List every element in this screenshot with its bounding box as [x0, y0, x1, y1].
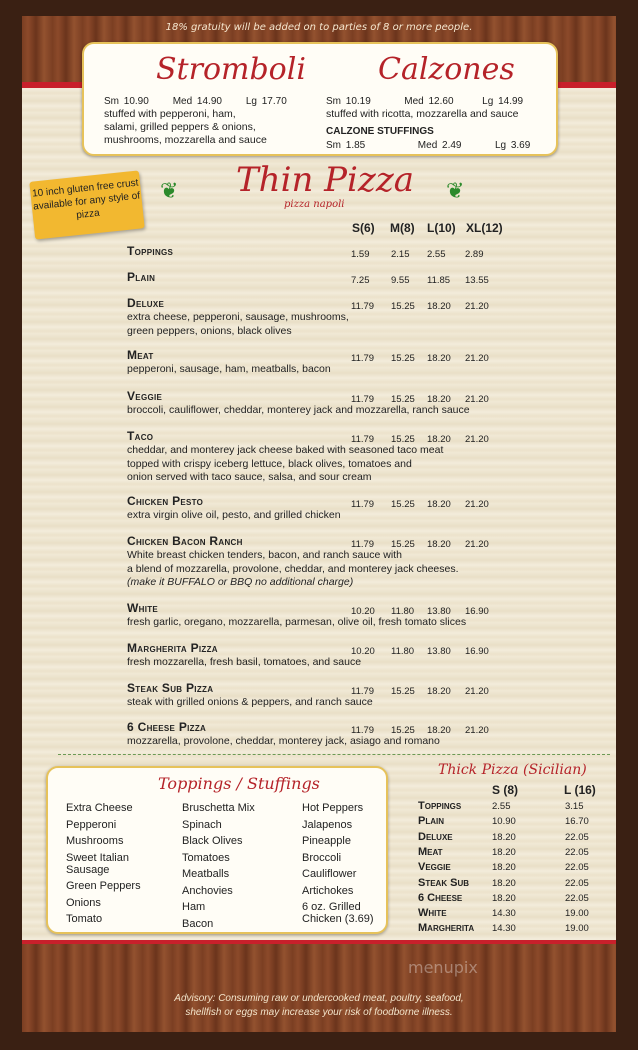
thick-pizza-price: 22.05	[565, 892, 589, 904]
pizza-price: 21.20	[465, 301, 489, 312]
pizza-name: 6 Cheese Pizza	[127, 720, 207, 734]
pizza-description-line: topped with crispy iceberg lettuce, black olives, tomatoes and	[127, 457, 412, 470]
stromboli-desc: stuffed with pepperoni, ham, salami, grilled peppers & onions, mushrooms, mozzarella and sauce	[104, 108, 267, 146]
pizza-price: 18.20	[427, 394, 451, 405]
topping-item: Mushrooms	[66, 835, 124, 847]
calzones-desc: stuffed with ricotta, mozzarella and sauce	[326, 108, 519, 120]
pizza-price: 21.20	[465, 434, 489, 445]
topping-item: Artichokes	[302, 885, 354, 897]
pizza-name: Meat	[127, 348, 154, 362]
pizza-price: 15.25	[391, 499, 415, 510]
thick-pizza-price: 22.05	[565, 846, 589, 858]
pizza-price: 16.90	[465, 606, 489, 617]
pizza-description-line: green peppers, onions, black olives	[127, 324, 292, 337]
thick-pizza-price: 14.30	[492, 923, 516, 935]
section-divider	[58, 754, 610, 755]
pizza-description	[127, 549, 527, 590]
topping-item: Spinach	[182, 819, 222, 831]
pizza-description	[127, 696, 527, 710]
thick-pizza-price: 22.05	[565, 831, 589, 843]
pizza-name: Steak Sub Pizza	[127, 681, 214, 695]
pizza-price: 10.20	[351, 606, 375, 617]
food-advisory: Advisory: Consuming raw or undercooked meat, poultry, seafood, shellfish or eggs may increase your risk of foodborne illness.	[174, 993, 464, 1018]
thick-pizza-price: 16.70	[565, 816, 589, 828]
pizza-price: 13.80	[427, 606, 451, 617]
pizza-description	[127, 404, 527, 418]
topping-item: Extra Cheese	[66, 802, 133, 814]
pizza-price: 15.25	[391, 353, 415, 364]
pizza-price: 21.20	[465, 499, 489, 510]
pizza-description-line: cheddar, and monterey jack cheese baked with seasoned taco meat	[127, 444, 444, 456]
pizza-description	[127, 656, 527, 670]
pizza-price: 13.80	[427, 646, 451, 657]
gratuity-notice: 18% gratuity will be added on to parties of 8 or more people.	[165, 22, 473, 33]
pizza-price: 18.20	[427, 353, 451, 364]
pizza-price: 18.20	[427, 434, 451, 445]
topping-item: Tomato	[66, 913, 103, 925]
toppings-title: Toppings / Stuffings	[158, 774, 320, 793]
thick-pizza-name: Margherita	[418, 922, 475, 935]
pizza-price: 11.79	[351, 725, 375, 736]
pizza-price: 15.25	[391, 301, 415, 312]
calzone-stuffings-label: CALZONE STUFFINGS	[326, 126, 434, 137]
pizza-description	[127, 363, 527, 377]
pizza-description-line: pepperoni, sausage, ham, meatballs, bacon	[127, 363, 331, 375]
pizza-price: 11.79	[351, 301, 375, 312]
pizza-price: 1.59	[351, 249, 370, 260]
thick-pizza-price: 19.00	[565, 923, 589, 935]
basil-leaf-icon: ❦	[160, 178, 179, 203]
pizza-price: 11.79	[351, 394, 375, 405]
pizza-price: 9.55	[391, 275, 410, 286]
pizza-price: 21.20	[465, 539, 489, 550]
pizza-name: Veggie	[127, 389, 163, 403]
pizza-description	[127, 616, 527, 630]
thin-pizza-subtitle: pizza napoli	[284, 199, 345, 210]
pizza-price: 11.80	[391, 606, 415, 617]
pizza-price: 2.55	[427, 249, 446, 260]
topping-item: Pineapple	[302, 835, 351, 847]
pizza-description	[127, 311, 527, 338]
calzones-prices: Sm 10.19 Med 12.60 Lg 14.99	[326, 96, 524, 107]
pizza-price: 2.15	[391, 249, 410, 260]
thick-pizza-name: Toppings	[418, 800, 462, 812]
thin-pizza-title: Thin Pizza	[236, 160, 415, 200]
topping-item: Bacon	[182, 918, 214, 930]
topping-item: Onions	[66, 897, 101, 909]
thick-pizza-name: Meat	[418, 845, 443, 858]
stromboli-title: Stromboli	[156, 52, 306, 87]
thick-pizza-name: 6 Cheese	[418, 891, 463, 904]
thick-pizza-price: 18.20	[492, 877, 516, 889]
pizza-name: Toppings	[127, 244, 174, 258]
pizza-description-line: fresh garlic, oregano, mozzarella, parmesan, olive oil, fresh tomato slices	[127, 616, 467, 628]
pizza-price: 15.25	[391, 539, 415, 550]
thick-pizza-price: 2.55	[492, 801, 511, 812]
thick-pizza-price: 18.20	[492, 831, 516, 843]
watermark: menupix	[408, 958, 478, 977]
thick-pizza-price: 10.90	[492, 816, 516, 828]
topping-item: Anchovies	[182, 885, 233, 897]
pizza-description-line: broccoli, cauliflower, cheddar, monterey jack and mozzarella, ranch sauce	[127, 404, 470, 416]
pizza-description-line: steak with grilled onions & peppers, and ranch sauce	[127, 696, 373, 708]
size-header: L(10)	[427, 221, 456, 235]
stromboli-prices: Sm 10.90 Med 14.90 Lg 17.70	[104, 96, 287, 107]
topping-item: Ham	[182, 901, 206, 913]
topping-item: Meatballs	[182, 868, 230, 880]
thick-pizza-name: Plain	[418, 815, 445, 828]
toppings-card	[46, 766, 388, 934]
basil-leaf-icon: ❦	[446, 178, 465, 203]
size-header: M(8)	[390, 221, 415, 235]
pizza-name: Taco	[127, 429, 154, 443]
pizza-price: 18.20	[427, 301, 451, 312]
pizza-description-line: extra cheese, pepperoni, sausage, mushrooms,	[127, 311, 349, 323]
pizza-price: 11.80	[391, 646, 415, 657]
topping-item: 6 oz. Grilled Chicken (3.69)	[302, 901, 374, 925]
pizza-price: 10.20	[351, 646, 375, 657]
thick-pizza-price: 22.05	[565, 862, 589, 874]
pizza-note: (make it BUFFALO or BBQ no additional charge)	[127, 576, 354, 588]
thick-pizza-price: 22.05	[565, 877, 589, 889]
pizza-description-line: fresh mozzarella, fresh basil, tomatoes, and sauce	[127, 656, 362, 668]
pizza-price: 15.25	[391, 686, 415, 697]
thick-pizza-name: Steak Sub	[418, 876, 470, 889]
thick-pizza-price: 18.20	[492, 846, 516, 858]
pizza-price: 21.20	[465, 353, 489, 364]
pizza-name: Chicken Pesto	[127, 494, 204, 508]
thick-pizza-title: Thick Pizza (Sicilian)	[438, 762, 587, 778]
pizza-description-line: extra virgin olive oil, pesto, and grilled chicken	[127, 509, 341, 521]
thick-pizza-price: 18.20	[492, 892, 516, 904]
pizza-description-line: onion served with taco sauce, salsa, and sour cream	[127, 471, 372, 483]
pizza-description-line: mozzarella, provolone, cheddar, monterey jack, asiago and romano	[127, 735, 440, 747]
topping-item: Green Peppers	[66, 880, 141, 892]
thick-pizza-price: 14.30	[492, 908, 516, 920]
pizza-price: 21.20	[465, 725, 489, 736]
pizza-price: 15.25	[391, 434, 415, 445]
thick-pizza-price: 18.20	[492, 862, 516, 874]
size-header: XL(12)	[466, 221, 503, 235]
topping-item: Bruschetta Mix	[182, 802, 255, 814]
pizza-price: 13.55	[465, 275, 489, 286]
topping-item: Black Olives	[182, 835, 243, 847]
pizza-price: 21.20	[465, 686, 489, 697]
thick-pizza-price: 19.00	[565, 908, 589, 920]
pizza-price: 11.79	[351, 686, 375, 697]
pizza-name: White	[127, 601, 159, 615]
thick-pizza-name: White	[418, 907, 447, 920]
pizza-name: Plain	[127, 270, 156, 284]
thick-size-header: S (8)	[492, 783, 519, 797]
pizza-price: 11.79	[351, 499, 375, 510]
pizza-name: Deluxe	[127, 296, 165, 310]
pizza-description-line: a blend of mozzarella, provolone, cheddar, and monterey jack cheeses.	[127, 562, 459, 575]
pizza-description	[127, 444, 527, 485]
pizza-price: 18.20	[427, 725, 451, 736]
thick-size-header: L (16)	[564, 783, 596, 797]
pizza-price: 11.79	[351, 353, 375, 364]
pizza-price: 15.25	[391, 394, 415, 405]
topping-item: Tomatoes	[182, 852, 230, 864]
thick-pizza-price: 3.15	[565, 801, 584, 812]
topping-item: Jalapenos	[302, 819, 353, 831]
pizza-price: 11.79	[351, 434, 375, 445]
pizza-price: 18.20	[427, 539, 451, 550]
calzone-stuffings-prices: Sm 1.85 Med 2.49 Lg 3.69	[326, 140, 531, 151]
pizza-name: Margherita Pizza	[127, 641, 218, 655]
pizza-price: 11.79	[351, 539, 375, 550]
thick-pizza-name: Deluxe	[418, 830, 453, 843]
calzones-title: Calzones	[378, 52, 515, 87]
size-header: S(6)	[352, 221, 375, 235]
topping-item: Cauliflower	[302, 868, 357, 880]
pizza-price: 18.20	[427, 686, 451, 697]
pizza-description	[127, 509, 527, 523]
pizza-price: 2.89	[465, 249, 484, 260]
pizza-price: 16.90	[465, 646, 489, 657]
topping-item: Sweet Italian Sausage	[66, 852, 129, 876]
pizza-name: Chicken Bacon Ranch	[127, 534, 243, 548]
thick-pizza-name: Veggie	[418, 861, 451, 874]
gluten-free-badge: 10 inch gluten free crust available for any style of pizza	[29, 170, 144, 239]
pizza-price: 11.85	[427, 275, 451, 286]
pizza-description	[127, 735, 527, 749]
topping-item: Broccoli	[302, 852, 342, 864]
stromboli-calzones-card	[82, 42, 558, 156]
pizza-price: 21.20	[465, 394, 489, 405]
topping-item: Pepperoni	[66, 819, 117, 831]
topping-item: Hot Peppers	[302, 802, 364, 814]
pizza-price: 15.25	[391, 725, 415, 736]
pizza-description-line: White breast chicken tenders, bacon, and ranch sauce with	[127, 549, 402, 561]
pizza-price: 7.25	[351, 275, 370, 286]
pizza-price: 18.20	[427, 499, 451, 510]
